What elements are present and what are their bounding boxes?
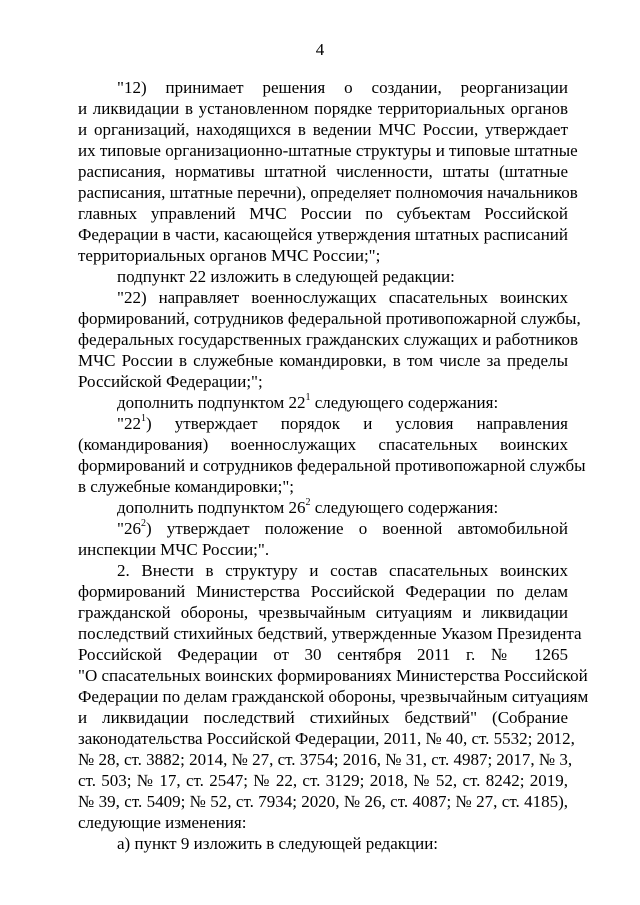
text-line: ст. 503; № 17, ст. 2547; № 22, ст. 3129; 2018, № 52, ст. 8242; 2019,: [78, 771, 568, 790]
text-line: их типовые организационно-штатные структуры и типовые штатные: [78, 141, 578, 160]
text-line: "22) направляет военнослужащих спасательных воинских: [117, 288, 568, 307]
text-line: Федерации по делам гражданской обороны, чрезвычайным ситуациям: [78, 687, 589, 706]
text-line: а) пункт 9 изложить в следующей редакции:: [117, 834, 439, 853]
page-number: 4: [315, 40, 325, 59]
text-line: № 28, ст. 3882; 2014, № 27, ст. 3754; 2016, № 31, ст. 4987; 2017, № 3,: [78, 750, 573, 769]
text-line: № 39, ст. 5409; № 52, ст. 7934; 2020, № 26, ст. 4087; № 27, ст. 4185),: [78, 792, 568, 811]
text-line: законодательства Российской Федерации, 2011, № 40, ст. 5532; 2012,: [78, 729, 575, 748]
text-line: формирований и сотрудников федеральной противопожарной службы: [78, 456, 586, 475]
text-line: 2. Внести в структуру и состав спасательных воинских: [117, 561, 568, 580]
text-line: следующие изменения:: [78, 813, 247, 832]
text-line: "$26^2$) утверждает положение о военной автомобильной: [117, 518, 568, 538]
text-line: последствий стихийных бедствий, утвержденные Указом Президента: [78, 624, 582, 643]
text-line: МЧС России в служебные командировки, в том числе за пределы: [78, 351, 568, 370]
text-line: расписания, нормативы штатной численности, штаты (штатные: [78, 162, 568, 181]
text-line: главных управлений МЧС России по субъектам Российской: [78, 204, 568, 223]
text-line: "12) принимает решения о создании, реорганизации: [117, 78, 568, 97]
text-line: и организаций, находящихся в ведении МЧС России, утверждает: [78, 120, 568, 139]
text-line: (командирования) военнослужащих спасательных воинских: [78, 435, 568, 454]
text-line: в служебные командировки;";: [78, 477, 294, 496]
text-line: и ликвидации в установленном порядке территориальных органов: [78, 99, 568, 118]
text-line: "$22^1$) утверждает порядок и условия направления: [117, 413, 568, 433]
text-line: формирований Министерства Российской Федерации по делам: [78, 582, 568, 601]
text-line: формирований, сотрудников федеральной противопожарной службы,: [78, 309, 581, 328]
text-line: и ликвидации последствий стихийных бедствий" (Собрание: [78, 708, 568, 727]
text-line: дополнить подпунктом $26^2$ следующего содержания:: [117, 497, 499, 517]
text-line: гражданской обороны, чрезвычайным ситуациям и ликвидации: [78, 603, 568, 622]
text-line: Федерации в части, касающейся утверждения штатных расписаний: [78, 225, 568, 244]
text-line: "О спасательных воинских формированиях Министерства Российской: [78, 666, 588, 685]
text-line: расписания, штатные перечни), определяет полномочия начальников: [78, 183, 578, 202]
text-line: инспекции МЧС России;".: [78, 540, 270, 559]
text-line: дополнить подпунктом $22^1$ следующего содержания:: [117, 392, 499, 412]
text-line: Российской Федерации;";: [78, 372, 263, 391]
text-line: подпункт 22 изложить в следующей редакции:: [117, 267, 455, 286]
text-line: территориальных органов МЧС России;";: [78, 246, 381, 265]
text-line: федеральных государственных гражданских служащих и работников: [78, 330, 579, 349]
text-line: Российской Федерации от 30 сентября 2011 г. № 1265: [78, 645, 568, 664]
